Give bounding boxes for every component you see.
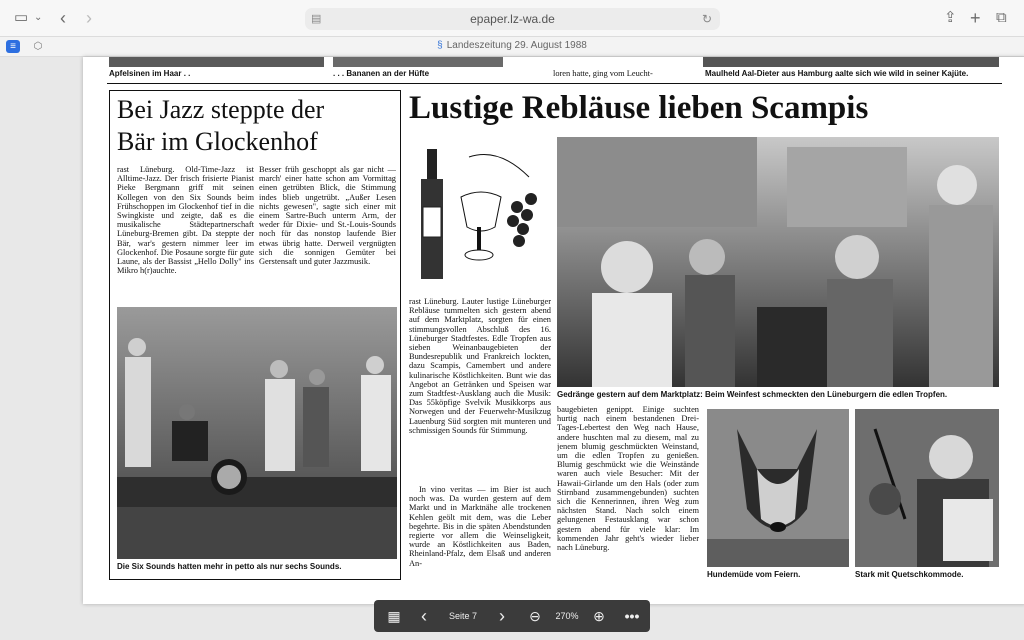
top-photo-left: [109, 57, 324, 67]
accordion-photo: [855, 409, 999, 567]
wine-illustration: [409, 137, 549, 287]
zoom-out-icon[interactable]: ⊖: [529, 608, 541, 624]
tab-title[interactable]: [0, 40, 1024, 51]
dog-photo: [707, 409, 849, 567]
page-indicator: Seite 7: [448, 611, 478, 621]
tab-strip: [0, 37, 1024, 57]
more-options-icon[interactable]: •••: [624, 608, 640, 624]
top-photo-middle: [333, 57, 503, 67]
address-bar[interactable]: [305, 8, 720, 30]
extension-icon[interactable]: ⬡: [33, 41, 43, 52]
jazz-text-col2: Besser früh geschoppt als gar nicht — march' einer hatte schon am Vormittag einen getrübten Blick, die Stimmung indes blieb ungetrübt. „Außer Lesen nichts gewesen", sagte sich einer mit einem Sartre-Buch unterm Arm, der weder für Dixie- und St.-Louis-Sounds noch für das nonstop laufende Bier etwas übrig hatte. Derweil vergnügten sich die sonnigen Gemüter bei Gerstensaft und guter Jazzmusik.: [259, 165, 396, 267]
thumbnails-icon[interactable]: ▦: [387, 608, 401, 624]
reload-icon[interactable]: ↻: [701, 12, 712, 26]
zoom-level: 270%: [555, 611, 579, 621]
tabs-overview-icon[interactable]: ⧉: [996, 9, 1007, 26]
jazz-headline-line2: Bär im Glockenhof: [117, 127, 318, 156]
sidebar-toggle-icon[interactable]: ▭: [14, 9, 29, 26]
jazz-photo-caption: Die Six Sounds hatten mehr in petto als nur sechs Sounds.: [117, 562, 342, 571]
previous-page-icon[interactable]: ‹: [421, 606, 427, 626]
new-tab-icon[interactable]: +: [970, 8, 981, 28]
caption-apfelsinen: Apfelsinen im Haar . .: [109, 69, 191, 78]
reblaus-text-col1: rast Lüneburg. Lauter lustige Lüneburger Rebläuse tummelten sich gestern abend auf dem Marktplatz, sorgten für einen stimmungsvollen Abschluß des 16. Lüneburger Stadtfestes. Edle Tropfen aus sieben Weinanbaugebieten der Bundesrepublik und Frankreich lockten, dazu Scampis, Camembert und andere kulinarische Köstlichkeiten. Bunt wie das Angebot an Getränken und Speisen war zum Stadtfest-Ausklang auch die Musik: Das 55köpfige Svelvik Musikkorps aus Norwegen und der Feuerwehr-Musikzug Lauenburg Süd sorgten mit munteren und schmissigen Sounds für Stimmung.: [409, 297, 551, 435]
reader-icon[interactable]: ≡: [6, 40, 20, 53]
next-page-icon[interactable]: ›: [499, 606, 505, 626]
zoom-in-icon[interactable]: ⊕: [593, 608, 605, 624]
caption-bananen: . . . Bananen an der Hüfte: [333, 69, 430, 78]
top-photo-right: [703, 57, 999, 67]
jazz-headline-line1: Bei Jazz steppte der: [117, 95, 325, 124]
back-icon[interactable]: ‹: [60, 8, 66, 28]
chevron-down-icon[interactable]: ⌄: [34, 12, 43, 23]
dog-caption: Hundemüde vom Feiern.: [707, 570, 801, 579]
jazz-text-col1: rast Lüneburg. Old-Time-Jazz ist Alltime-Jazz. Der frisch frisierte Pianist Pieke Bergmann griff mit seinen Kollegen von den Six Sounds beim Frühschoppen im Glockenhof tief in die Swingkiste und zeigte, daß es die musikalische Städtepartnerschaft Lüneburg-Bremen gibt. Da steppte der Bär, war's gestern nimmer leer im Glockenhof. Die Posaune sorgte für gute Laune, als der Bassist „Hello Dolly" ins Mikro h(r)auchte.: [117, 165, 254, 276]
site-icon: §: [437, 40, 443, 51]
jazz-band-photo: [117, 307, 397, 559]
url-text: epaper.lz-wa.de: [470, 12, 555, 26]
tab-title-text: Landeszeitung 29. August 1988: [446, 40, 587, 51]
page-icon: ▤: [311, 13, 322, 25]
top-text-line: loren hatte, ging vom Leucht-: [553, 69, 653, 78]
newspaper-page: [83, 57, 1024, 604]
browser-toolbar: [0, 0, 1024, 37]
pdf-toolbar: [374, 600, 650, 632]
share-icon[interactable]: ⇪: [944, 9, 957, 26]
top-text-fragment: [553, 60, 703, 80]
top-divider: [107, 83, 1002, 84]
forward-icon[interactable]: ›: [86, 8, 92, 28]
reblaus-text-col1b: In vino veritas — im Bier ist auch noch was. Da wurden gestern auf dem Markt und in Marktnähe alle trockenen Kehlen geölt mit dem, was die Leber begehrte. Bis in die späten Abendstunden regierte vor allem die Weinseligkeit, wurde an Köstlichkeiten aus Baden, Rheinland-Pfalz, dem Elsaß und anderen An-: [409, 485, 551, 568]
reblaus-headline: Lustige Rebläuse lieben Scampis: [409, 90, 869, 126]
caption-maulheld: Maulheld Aal-Dieter aus Hamburg aalte sich wie wild in seiner Kajüte.: [705, 69, 969, 78]
marktplatz-photo: [557, 137, 999, 387]
accordion-caption: Stark mit Quetschkommode.: [855, 570, 964, 579]
reblaus-text-col2: baugebieten genippt. Einige suchten hurtig nach einem bestandenen Drei-Tages-Lebertest den Weg nach Hause, andere huschten mal zu diesem, mal zu jenem blumig geschmückten Weinstand, um die edlen Tropfen zu genießen. Blumig geschmückt wie die Weinstände waren auch viele Besucher: Mit der Hawaii-Girlande um den Hals (oder zum Stirnband zusammengebunden) suchten sich die Kennerinnen, ihren Weg zum nächsten Stand. Nach solch einem gelungenen Festausklang war schon gestern abend für viele klar: Im kommenden Jahr geht's wieder lieber nach Lüneburg.: [557, 405, 699, 553]
marktplatz-caption: Gedränge gestern auf dem Marktplatz: Beim Weinfest schmeckten den Lüneburgern die edlen Tropfen.: [557, 390, 948, 399]
